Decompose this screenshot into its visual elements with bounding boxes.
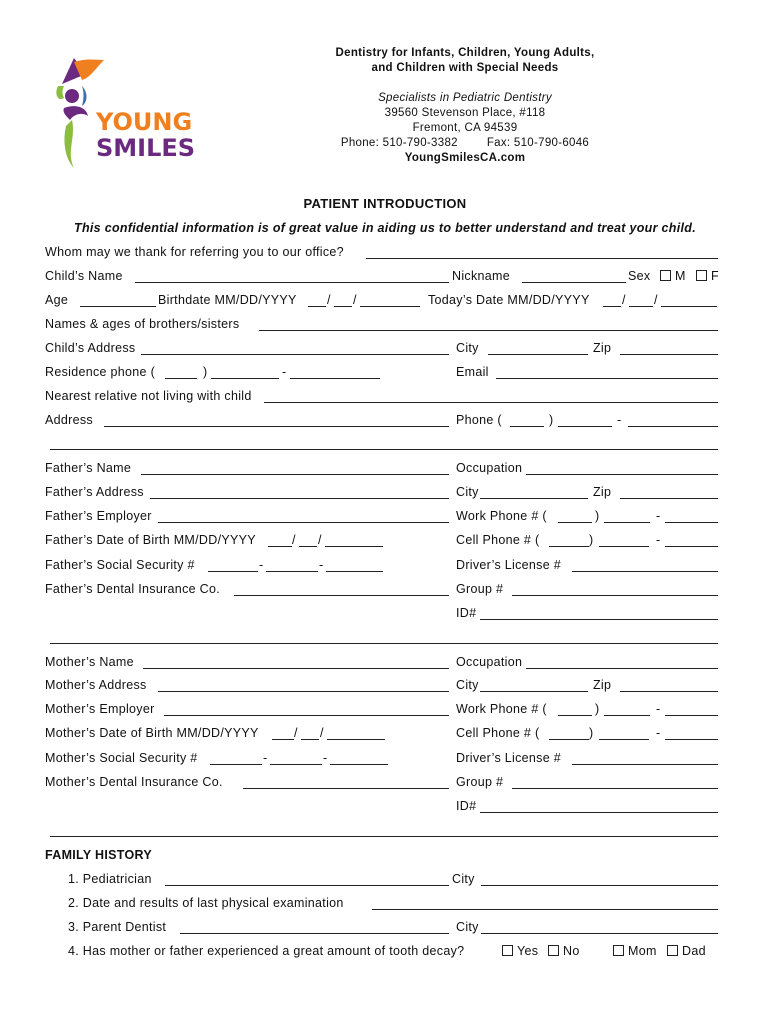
checkbox-icon[interactable]: [502, 945, 513, 956]
father-city-field[interactable]: [480, 498, 588, 499]
date-slash: /: [622, 293, 626, 307]
mothers-address-label: Mother’s Address: [45, 678, 147, 692]
child-address-label: Child’s Address: [45, 341, 136, 355]
child-zip-field[interactable]: [620, 354, 718, 355]
fathers-name-field[interactable]: [141, 474, 449, 475]
mother-cell-phone-label: Cell Phone # (: [456, 726, 540, 740]
birthdate-yyyy-field[interactable]: [360, 306, 420, 307]
father-drivers-license-field[interactable]: [572, 571, 718, 572]
practice-phone: Phone: 510-790-3382: [340, 137, 458, 149]
tooth-decay-yes-option[interactable]: [502, 943, 538, 959]
mother-insurance-field[interactable]: [243, 788, 449, 789]
mother-dob-yyyy-field[interactable]: [327, 739, 385, 740]
checkbox-icon[interactable]: [660, 270, 671, 281]
logo-word-young: YOUNG: [96, 108, 193, 136]
sex-label: Sex: [628, 269, 651, 283]
age-label: Age: [45, 293, 69, 307]
relative-phone-line-field[interactable]: [628, 426, 718, 427]
practice-website: YoungSmilesCA.com: [404, 152, 526, 164]
residence-phone-area-field[interactable]: [165, 378, 197, 379]
form-title: PATIENT INTRODUCTION: [303, 196, 467, 211]
referral-label: Whom may we thank for referring you to our office?: [45, 245, 344, 259]
father-ssn-part1-field[interactable]: [208, 571, 258, 572]
mother-cell-phone-area-field[interactable]: [549, 739, 589, 740]
parent-dentist-city-label: City: [456, 920, 479, 934]
nearest-relative-field[interactable]: [264, 402, 718, 403]
mothers-address-field[interactable]: [158, 691, 449, 692]
tooth-decay-dad-option[interactable]: [667, 943, 706, 959]
father-zip-field[interactable]: [620, 498, 718, 499]
paren-close: ): [595, 702, 600, 716]
dash: -: [263, 751, 268, 765]
child-address-field[interactable]: [141, 354, 449, 355]
mother-work-phone-area-field[interactable]: [558, 715, 592, 716]
logo-word-smiles: SMILES: [96, 134, 196, 162]
pediatrician-field[interactable]: [165, 885, 449, 886]
mother-zip-label: Zip: [593, 678, 612, 692]
father-cell-phone-area-field[interactable]: [549, 546, 589, 547]
father-work-phone-line-field[interactable]: [665, 522, 718, 523]
pediatrician-label: 1. Pediatrician: [68, 872, 152, 886]
mothers-name-label: Mother’s Name: [45, 655, 134, 669]
tooth-decay-no-option[interactable]: [548, 943, 580, 959]
father-id-field[interactable]: [480, 619, 718, 620]
mother-occupation-field[interactable]: [526, 668, 718, 669]
dash: -: [323, 751, 328, 765]
residence-phone-label: Residence phone (: [45, 365, 156, 379]
paren-close: ): [589, 726, 594, 740]
age-field[interactable]: [80, 306, 156, 307]
paren-close: ): [549, 413, 554, 427]
father-cell-phone-line-field[interactable]: [665, 546, 718, 547]
form-subtitle: This confidential information is of great value in aiding us to better understand and treat your child.: [74, 221, 696, 235]
birthdate-dd-field[interactable]: [334, 306, 352, 307]
mother-city-label: City: [456, 678, 479, 692]
mother-ssn-part2-field[interactable]: [270, 764, 322, 765]
father-occupation-field[interactable]: [526, 474, 718, 475]
practice-tagline: Specialists in Pediatric Dentistry: [378, 92, 552, 104]
practice-description-line2: and Children with Special Needs: [371, 62, 559, 74]
checkbox-icon[interactable]: [696, 270, 707, 281]
checkbox-icon[interactable]: [613, 945, 624, 956]
sex-f-option[interactable]: [696, 268, 719, 284]
dad-label: Dad: [682, 944, 706, 958]
mom-label: Mom: [628, 944, 657, 958]
pediatrician-city-field[interactable]: [481, 885, 718, 886]
child-name-field[interactable]: [135, 282, 449, 283]
relative-address-label: Address: [45, 413, 93, 427]
father-group-field[interactable]: [512, 595, 718, 596]
mother-work-phone-line-field[interactable]: [665, 715, 718, 716]
last-exam-field[interactable]: [372, 909, 718, 910]
child-city-field[interactable]: [488, 354, 588, 355]
father-drivers-license-label: Driver’s License #: [456, 558, 561, 572]
mother-cell-phone-prefix-field[interactable]: [599, 739, 649, 740]
parent-dentist-label: 3. Parent Dentist: [68, 920, 167, 934]
siblings-field[interactable]: [259, 330, 718, 331]
date-slash: /: [292, 533, 296, 547]
email-field[interactable]: [496, 378, 718, 379]
date-slash: /: [294, 726, 298, 740]
father-zip-label: Zip: [593, 485, 612, 499]
relative-phone-area-field[interactable]: [510, 426, 544, 427]
father-occupation-label: Occupation: [456, 461, 523, 475]
child-city-label: City: [456, 341, 479, 355]
dash: -: [656, 726, 661, 740]
tooth-decay-question: 4. Has mother or father experienced a great amount of tooth decay?: [68, 944, 465, 958]
tooth-decay-mom-option[interactable]: [613, 943, 657, 959]
father-ssn-part2-field[interactable]: [266, 571, 318, 572]
dash: -: [617, 413, 622, 427]
nickname-field[interactable]: [522, 282, 626, 283]
nickname-label: Nickname: [452, 269, 510, 283]
paren-close: ): [589, 533, 594, 547]
todays-date-label: Today’s Date MM/DD/YYYY: [428, 293, 590, 307]
blank-line-field[interactable]: [50, 449, 718, 450]
date-slash: /: [353, 293, 357, 307]
father-dob-yyyy-field[interactable]: [325, 546, 383, 547]
mothers-insurance-label: Mother’s Dental Insurance Co.: [45, 775, 223, 789]
father-dob-mm-field[interactable]: [268, 546, 292, 547]
mother-group-label: Group #: [456, 775, 504, 789]
practice-contact: [300, 136, 630, 151]
date-slash: /: [320, 726, 324, 740]
child-name-label: Child’s Name: [45, 269, 123, 283]
mother-zip-field[interactable]: [620, 691, 718, 692]
todays-date-dd-field[interactable]: [629, 306, 653, 307]
fathers-address-field[interactable]: [150, 498, 449, 499]
mothers-ssn-label: Mother’s Social Security #: [45, 751, 198, 765]
dash: -: [656, 533, 661, 547]
pediatrician-city-label: City: [452, 872, 475, 886]
birthdate-label: Birthdate MM/DD/YYYY: [158, 293, 297, 307]
blank-line-field[interactable]: [50, 643, 718, 644]
father-work-phone-label: Work Phone # (: [456, 509, 547, 523]
dash: -: [319, 558, 324, 572]
dash: -: [656, 509, 661, 523]
mother-drivers-license-label: Driver’s License #: [456, 751, 561, 765]
residence-phone-line-field[interactable]: [290, 378, 380, 379]
mothers-employer-label: Mother’s Employer: [45, 702, 155, 716]
todays-date-yyyy-field[interactable]: [661, 306, 717, 307]
referral-field[interactable]: [366, 258, 718, 259]
family-history-title: FAMILY HISTORY: [45, 848, 153, 862]
mother-id-label: ID#: [456, 799, 477, 813]
mother-work-phone-prefix-field[interactable]: [604, 715, 650, 716]
father-city-label: City: [456, 485, 479, 499]
dash: -: [282, 365, 287, 379]
relative-phone-label: Phone (: [456, 413, 502, 427]
mother-work-phone-label: Work Phone # (: [456, 702, 547, 716]
blank-line-field[interactable]: [50, 836, 718, 837]
date-slash: /: [327, 293, 331, 307]
mother-dob-mm-field[interactable]: [272, 739, 294, 740]
date-slash: /: [654, 293, 658, 307]
fathers-employer-field[interactable]: [158, 522, 449, 523]
mother-ssn-part3-field[interactable]: [330, 764, 388, 765]
father-group-label: Group #: [456, 582, 504, 596]
mother-ssn-part1-field[interactable]: [210, 764, 262, 765]
no-label: No: [563, 944, 580, 958]
fathers-name-label: Father’s Name: [45, 461, 132, 475]
father-cell-phone-prefix-field[interactable]: [599, 546, 649, 547]
mother-group-field[interactable]: [512, 788, 718, 789]
todays-date-mm-field[interactable]: [603, 306, 621, 307]
father-work-phone-area-field[interactable]: [558, 522, 592, 523]
father-ssn-part3-field[interactable]: [326, 571, 383, 572]
logo: [52, 56, 196, 176]
dash: -: [259, 558, 264, 572]
practice-description-line1: Dentistry for Infants, Children, Young Adults,: [335, 47, 595, 59]
yes-label: Yes: [517, 944, 539, 958]
father-cell-phone-label: Cell Phone # (: [456, 533, 540, 547]
relative-phone-prefix-field[interactable]: [558, 426, 612, 427]
mother-id-field[interactable]: [480, 812, 718, 813]
fathers-address-label: Father’s Address: [45, 485, 144, 499]
nearest-relative-label: Nearest relative not living with child: [45, 389, 252, 403]
date-slash: /: [318, 533, 322, 547]
mother-city-field[interactable]: [480, 691, 588, 692]
email-label: Email: [456, 365, 489, 379]
fathers-ssn-label: Father’s Social Security #: [45, 558, 195, 572]
sex-m-label: M: [675, 269, 686, 283]
paren-close: ): [595, 509, 600, 523]
mothers-employer-field[interactable]: [164, 715, 449, 716]
mother-cell-phone-line-field[interactable]: [665, 739, 718, 740]
fathers-dob-label: Father’s Date of Birth MM/DD/YYYY: [45, 533, 256, 547]
practice-address-line1: 39560 Stevenson Place, #118: [384, 107, 546, 119]
sex-m-option[interactable]: [660, 268, 686, 284]
last-exam-label: 2. Date and results of last physical examination: [68, 896, 344, 910]
father-work-phone-prefix-field[interactable]: [604, 522, 650, 523]
fathers-employer-label: Father’s Employer: [45, 509, 152, 523]
child-zip-label: Zip: [593, 341, 612, 355]
residence-phone-prefix-field[interactable]: [211, 378, 279, 379]
parent-dentist-city-field[interactable]: [481, 933, 718, 934]
father-dob-dd-field[interactable]: [299, 546, 317, 547]
birthdate-mm-field[interactable]: [308, 306, 326, 307]
fathers-insurance-label: Father’s Dental Insurance Co.: [45, 582, 220, 596]
father-id-label: ID#: [456, 606, 477, 620]
siblings-label: Names & ages of brothers/sisters: [45, 317, 240, 331]
relative-address-field[interactable]: [104, 426, 449, 427]
dash: -: [656, 702, 661, 716]
sex-f-label: F: [711, 269, 719, 283]
father-insurance-field[interactable]: [234, 595, 449, 596]
mother-occupation-label: Occupation: [456, 655, 523, 669]
paren-close: ): [203, 365, 208, 379]
checkbox-icon[interactable]: [667, 945, 678, 956]
practice-fax: Fax: 510-790-6046: [486, 137, 590, 149]
practice-address-line2: Fremont, CA 94539: [412, 122, 518, 134]
mother-drivers-license-field[interactable]: [572, 764, 718, 765]
mothers-dob-label: Mother’s Date of Birth MM/DD/YYYY: [45, 726, 259, 740]
mothers-name-field[interactable]: [143, 668, 449, 669]
mother-dob-dd-field[interactable]: [301, 739, 319, 740]
checkbox-icon[interactable]: [548, 945, 559, 956]
parent-dentist-field[interactable]: [180, 933, 449, 934]
